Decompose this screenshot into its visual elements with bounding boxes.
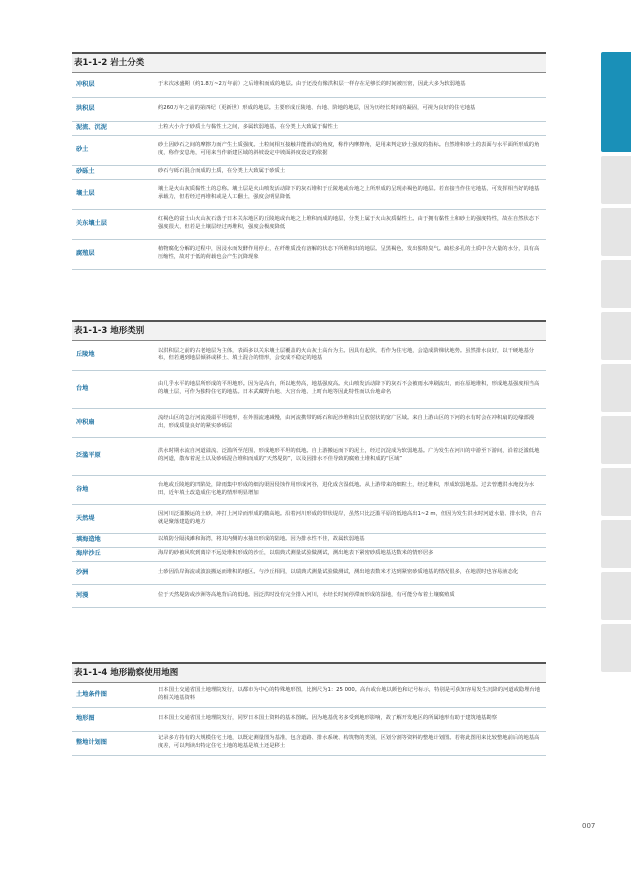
table-row bbox=[72, 561, 546, 584]
row-term: 砂砾土 bbox=[72, 165, 155, 179]
row-description: 砂土因砂石之间的摩擦力而产生土质强度。土粒间相互接触并能滑动的角度，称作内摩擦角，是用来判定砂土强度的指标。自然堆积砂土的表面与水平面所形成的角度，称作安息角，可用来当作新建区域的斜坡设定中坡面斜度设定的依据 bbox=[155, 135, 546, 165]
table-row bbox=[72, 179, 546, 209]
chapter-tab[interactable] bbox=[601, 520, 631, 568]
row-description: 植物腐化分解的过程中，因浸水而发酵作用停止，在纤维质没有溶解的状态下所堆积出的地层。呈黑褐色，发出独特臭气。疏松多孔的土质中含大量的水分，具有高压缩性，故对于低的荷载也会产生沉降现象 bbox=[155, 239, 546, 269]
table-row bbox=[72, 239, 546, 269]
table-row bbox=[72, 408, 546, 437]
row-description: 洪水时期水流自河道溢流、泛滥所至范围，形成地形平坦的低地。自上游搬运而下的泥土，经过沉淀成为软弱地基。广为发生在河川的中游至下游间，沿着泛滥低地的河道，散布着泥土以及砂砾混合堆积而成的“天然堤防”，以及因排水不佳导致的腐殖土堆积成的“区域” bbox=[155, 437, 546, 475]
table-row bbox=[72, 97, 546, 121]
row-description: 日本国土交通省国土地理院发行，同罗日本国土资料的基本图纸。因为地基优劣多受到地形影响，故了解开发地区的所属地形有助于建筑地基勘察 bbox=[155, 707, 546, 731]
row-description: 壤土是火山灰质黏性土的总称。壤土层是火山喷发活动降下的灰石堆积于丘陵地或台地之上所形成的呈现赤褐色的地层。若直接当作住宅地基，可发挥相当好的地基承载力，但若经过再堆积或是人工翻土，强度会明显降低 bbox=[155, 179, 546, 209]
table-row bbox=[72, 584, 546, 607]
table-row bbox=[72, 135, 546, 165]
row-term: 关东壤土层 bbox=[72, 209, 155, 239]
table-row bbox=[72, 437, 546, 475]
row-term: 砂土 bbox=[72, 135, 155, 165]
row-description: 位于天然堤防或沙洲等高地背后的低地。因泛洪时没有完全排入河川，水经长时间停滞而形成的湿地，有可能分布着土壤腐殖质 bbox=[155, 584, 546, 607]
table-soil-classification bbox=[72, 52, 546, 270]
table-row bbox=[72, 547, 546, 561]
row-description: 约260万年之前的第四纪（更新世）形成的地层。主要形成丘陵地、台地、阶地的地层，因为历经长时间的凝固，可视为良好的住宅地基 bbox=[155, 97, 546, 121]
chapter-tab[interactable] bbox=[601, 416, 631, 464]
row-term: 河漫 bbox=[72, 584, 155, 607]
row-term: 壤土层 bbox=[72, 179, 155, 209]
row-description: 砂石与砾石混合而成的土质，在分类上大致属于砂质土 bbox=[155, 165, 546, 179]
table-row bbox=[72, 533, 546, 547]
row-term: 泛滥平原 bbox=[72, 437, 155, 475]
page-number: 007 bbox=[582, 822, 596, 830]
table-row bbox=[72, 73, 546, 97]
chapter-tab[interactable] bbox=[601, 572, 631, 620]
table-row bbox=[72, 341, 546, 370]
chapter-tab[interactable] bbox=[601, 312, 631, 360]
chapter-tab[interactable] bbox=[601, 624, 631, 672]
chapter-tab[interactable] bbox=[601, 364, 631, 412]
row-term: 台地 bbox=[72, 370, 155, 408]
row-term: 土地条件图 bbox=[72, 683, 155, 707]
table-row bbox=[72, 475, 546, 504]
row-term: 洪积层 bbox=[72, 97, 155, 121]
table-row bbox=[72, 121, 546, 135]
row-description: 以填防分隔浅滩和海湾，将其内侧的水抽出形成的陆地。因为排水性不佳，故属软弱地基 bbox=[155, 533, 546, 547]
table-title: 表1-1-3 地形类别 bbox=[72, 320, 546, 341]
row-term: 腐殖层 bbox=[72, 239, 155, 269]
row-description: 流经山区的急行河流漫溢平坦地形，在外围流速减慢，由河流携带的砾石和泥沙堆积出呈放射状的宽广区域。来自上游山区的下河的水有时会在冲积扇的边缘部漫出，形成质量良好的紧实砂砾层 bbox=[155, 408, 546, 437]
table-row bbox=[72, 731, 546, 755]
row-term: 沙洲 bbox=[72, 561, 155, 584]
row-description: 红褐色的富士山火山灰石落于日本关东地区的丘陵地或台地之上堆积而成的地层，分类上属于火山灰质黏性土。由于拥有黏性土和砂土的强度特性，故在自然状态下强度很大，但若是土壤层经过再堆积，强度会极度降低 bbox=[155, 209, 546, 239]
row-description: 土砂因沿岸海流或波浪搬运而堆积的地区。与沙丘相同，以瑞典式测量试验做测试，测出地表数米才达到紧密砂质地基的情况很多，在地震时也容易液态化 bbox=[155, 561, 546, 584]
row-description: 土粒大小介于砂质土与黏性土之间，多属软弱地基，在分类上大致属于黏性土 bbox=[155, 121, 546, 135]
table-row bbox=[72, 683, 546, 707]
table-survey-maps bbox=[72, 662, 546, 756]
row-description: 由几乎水平的地层所形成的平坦地形。因为是高台，所以地势高，地基强度高。火山喷发活动降下的灰石不会被雨水冲刷流出，而在原地堆积，形成地基强度相当高的壤土层，可作为独特住宅的地基。日本武藏野台地、大宫台地、上町台地等因此特性而以台地命名 bbox=[155, 370, 546, 408]
table-row bbox=[72, 370, 546, 408]
chapter-tab[interactable] bbox=[601, 208, 631, 256]
row-term: 冲积层 bbox=[72, 73, 155, 97]
row-term: 天然堤 bbox=[72, 504, 155, 533]
row-term: 填海造地 bbox=[72, 533, 155, 547]
row-description: 记录多方持有的大规模住宅土地，以既定测量图为基准，包含道路、排水系统、构筑物的类别，区划分割等资料的整地计划图。若将此图用来比较整地前后的地基高度差，可以判读出特定住宅土地的地基是填土还是移土 bbox=[155, 731, 546, 755]
row-description: 以洪积层之前的古老地层为主体，表面多以关东壤土层覆盖的火山灰土高台为主。因具有起伏，若作为住宅地，会造成阶梯状地势。虽然排水良好，以干硬地基分布，但若遇到地层倾斜或移土、填土混合的情形，会变成不稳定的地基 bbox=[155, 341, 546, 370]
table-title: 表1-1-2 岩土分类 bbox=[72, 52, 546, 73]
table-row bbox=[72, 165, 546, 179]
row-description: 日本国土交通省国土地理院发行，以都市为中心的特殊地形图，比例尺为1：25 000。高台或台地以颜色和记号标示，特别是可获知容易发生沉降的河道或隐埋台地的相关地基资料 bbox=[155, 683, 546, 707]
row-term: 整地计划图 bbox=[72, 731, 155, 755]
chapter-tab-active[interactable] bbox=[601, 52, 631, 152]
table-row bbox=[72, 504, 546, 533]
row-term: 地形图 bbox=[72, 707, 155, 731]
row-term: 丘陵地 bbox=[72, 341, 155, 370]
table-title: 表1-1-4 地形勘察使用地图 bbox=[72, 662, 546, 683]
table-row bbox=[72, 707, 546, 731]
row-term: 海岸沙丘 bbox=[72, 547, 155, 561]
row-description: 于末次冰盛期（约1.8万~2万年前）之后堆积而成的地层。由于还没有像洪积层一样存在足够长的时间被压密，因此大多为软弱地基 bbox=[155, 73, 546, 97]
row-description: 海岸的砂被风吹到离岸不远处堆积形成的沙丘，以瑞典式测量试验做测试，测出地表下紧密砂质地基达数米的情形居多 bbox=[155, 547, 546, 561]
chapter-tabs bbox=[601, 52, 631, 676]
row-term: 谷地 bbox=[72, 475, 155, 504]
table-landform-types bbox=[72, 320, 546, 608]
row-description: 因河川泛滥搬运的土砂，冲打上河岸而形成的微高地。沿着河川形成的带状堤岸，虽然只比泛滥平原的低地高出1~2 m，但因为发生洪水时河道水量、排水快，自古就是聚落建造的地方 bbox=[155, 504, 546, 533]
row-term: 冲积扇 bbox=[72, 408, 155, 437]
row-description: 台地或丘陵地的凹陷处，降雨集中形成的细沟渠因侵蚀作用形成河谷，进化成含湿低地。从上游带来的细粒土，经过堆积，形成软弱地基。过去曾遭洪水淹没为水田，近年填土改造成住宅地的情形明显增加 bbox=[155, 475, 546, 504]
chapter-tab[interactable] bbox=[601, 156, 631, 204]
chapter-tab[interactable] bbox=[601, 260, 631, 308]
table-row bbox=[72, 209, 546, 239]
row-term: 泥流、沉泥 bbox=[72, 121, 155, 135]
chapter-tab[interactable] bbox=[601, 468, 631, 516]
